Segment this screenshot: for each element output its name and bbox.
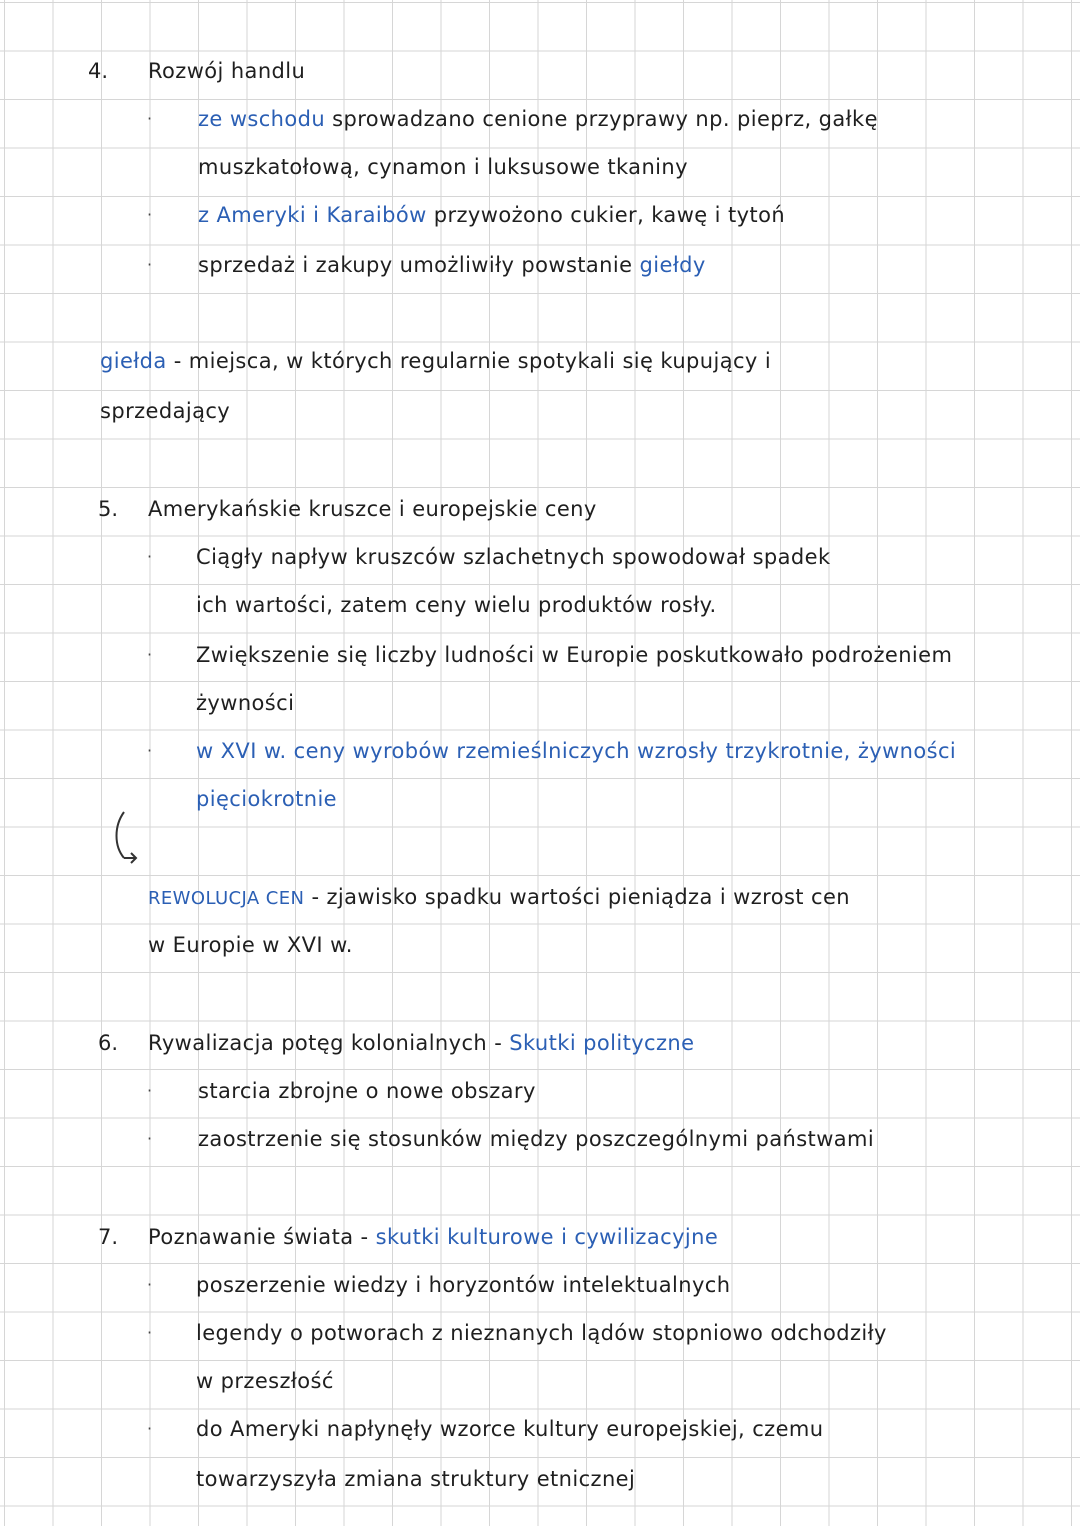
note-line: ich wartości, zatem ceny wielu produktów rosły. [196, 593, 717, 617]
note-line: towarzyszyła zmiana struktury etnicznej [196, 1467, 636, 1491]
highlight-text: ze wschodu [198, 107, 326, 131]
note-line: Ciągły napływ kruszców szlachetnych spowodował spadek [196, 545, 831, 569]
bullet-marker: · [147, 1275, 153, 1294]
note-line [198, 250, 706, 280]
highlight-text: giełdy [639, 253, 706, 277]
bullet-marker: · [147, 1081, 153, 1100]
section-number: 4. [88, 59, 109, 83]
section-title: Amerykańskie kruszce i europejskie ceny [148, 497, 597, 521]
definition-line [148, 882, 850, 914]
section-title [148, 1222, 718, 1252]
definition-line [100, 346, 771, 376]
note-line: w przeszłość [196, 1369, 334, 1393]
bullet-marker: · [147, 1129, 153, 1148]
note-line [198, 200, 785, 230]
section-number: 6. [98, 1031, 119, 1055]
note-line: poszerzenie wiedzy i horyzontów intelektualnych [196, 1273, 731, 1297]
section-title-highlight: Skutki polityczne [509, 1031, 695, 1055]
definition-text: - miejsca, w których regularnie spotykali się kupujący i [173, 349, 772, 373]
definition-term: giełda [100, 349, 167, 373]
note-line: legendy o potworach z nieznanych lądów stopniowo odchodziły [196, 1321, 887, 1345]
note-line: żywności [196, 691, 295, 715]
section-title [148, 1028, 694, 1058]
note-line: muszkatołową, cynamon i luksusowe tkaniny [198, 155, 688, 179]
definition-line: w Europie w XVI w. [148, 933, 353, 957]
note-text: sprzedaż i zakupy umożliwiły powstanie [198, 253, 633, 277]
note-line: pięciokrotnie [196, 787, 337, 811]
section-title: Rozwój handlu [148, 59, 306, 83]
section-number: 7. [98, 1225, 119, 1249]
highlight-text: z Ameryki i Karaibów [198, 203, 427, 227]
bullet-marker: · [147, 547, 153, 566]
note-text: sprowadzano cenione przyprawy np. pieprz, gałkę [332, 107, 878, 131]
bullet-marker: · [147, 645, 153, 664]
note-line: zaostrzenie się stosunków między poszczególnymi państwami [198, 1127, 875, 1151]
section-title-highlight: skutki kulturowe i cywilizacyjne [375, 1225, 719, 1249]
bullet-marker: · [147, 1419, 153, 1438]
bullet-marker: · [147, 205, 153, 224]
bullet-marker: · [147, 109, 153, 128]
note-line: w XVI w. ceny wyrobów rzemieślniczych wzrosły trzykrotnie, żywności [196, 739, 957, 763]
note-text: przywożono cukier, kawę i tytoń [433, 203, 786, 227]
note-line: starcia zbrojne o nowe obszary [198, 1079, 536, 1103]
bullet-marker: · [147, 1323, 153, 1342]
note-line [198, 104, 878, 134]
bullet-marker: · [147, 741, 153, 760]
section-number: 5. [98, 497, 119, 521]
curved-arrow-icon [112, 808, 142, 868]
bullet-marker: · [147, 255, 153, 274]
note-line: Zwiększenie się liczby ludności w Europie poskutkowało podrożeniem [196, 643, 953, 667]
definition-text: - zjawisko spadku wartości pieniądza i wzrost cen [311, 885, 850, 909]
note-line: do Ameryki napłynęły wzorce kultury europejskiej, czemu [196, 1417, 824, 1441]
definition-line: sprzedający [100, 399, 231, 423]
section-title-text: Rywalizacja potęg kolonialnych - [148, 1031, 503, 1055]
section-title-text: Poznawanie świata - [148, 1225, 369, 1249]
definition-term: REWOLUCJA CEN [148, 888, 305, 909]
